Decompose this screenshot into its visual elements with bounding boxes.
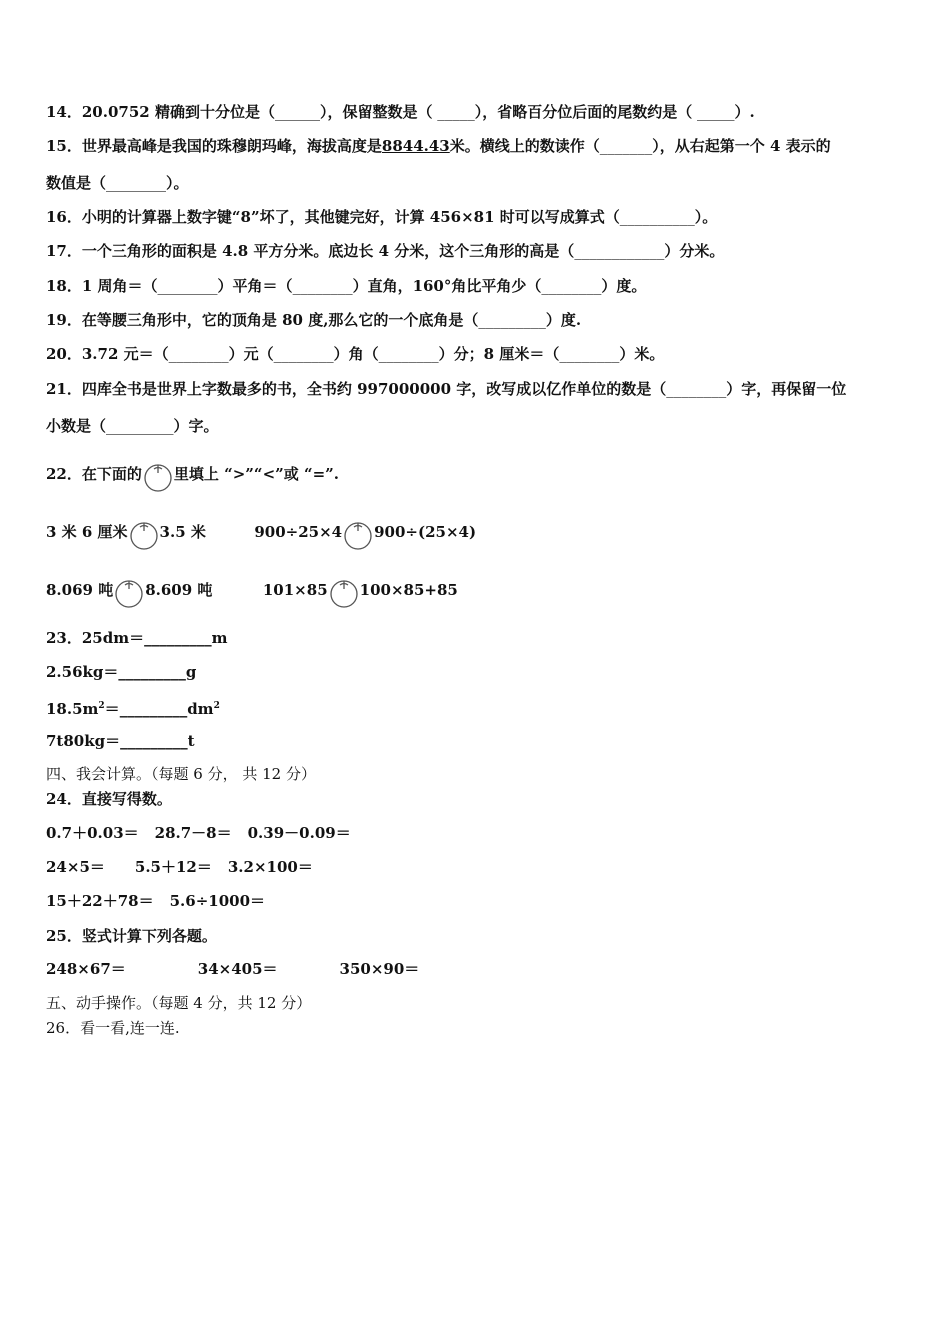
q23-blank-1[interactable]: _________ [144,629,212,647]
q18-blank-2[interactable]: ________ [292,277,353,295]
compare-row-2 [46,572,458,609]
q21-blank-2[interactable]: _________ [106,417,174,435]
q23-blank-2[interactable]: _________ [118,663,186,681]
section-4-heading: 四、我会计算。（每题 6 分， 共 12 分） [46,765,316,783]
q15-blank-1[interactable]: _______ [599,137,653,155]
q20-blank-2[interactable]: ________ [273,345,334,363]
q21-blank-1[interactable]: ________ [666,380,727,398]
q23-number: 23． [46,629,82,647]
q14-blank-3[interactable]: _____ [692,103,735,121]
question-14: 14．20.0752 精确到十分位是（______），保留整数是（ _____），省略百分位后面的尾数约是（ _____）. [46,103,755,121]
q16-blank[interactable]: __________ [619,208,695,226]
q22-number: 22． [46,465,82,483]
question-23-line-4: 7t80kg＝_________t [46,732,195,750]
q14-number: 14． [46,103,82,121]
question-23-line-3: $18.5m^2=\_\_\_\_\_\_\_\_\_dm^2$ [46,700,220,718]
q24-item: 5.6÷1000＝ [169,892,266,910]
q24-item: 5.5＋12＝ [134,858,212,876]
q20-number: 20． [46,345,82,363]
question-21: 21．四库全书是世界上字数最多的书，全书约 997000000 字，改写成以亿作单位的数是（________）字，再保留一位 [46,380,847,398]
compare-2-circle-icon[interactable] [343,515,373,551]
q24-item: 3.2×100＝ [227,858,313,876]
question-21-cont: 小数是（_________）字。 [46,417,219,435]
q24-item: 0.7＋0.03＝ [46,824,139,842]
compare-row-1 [46,514,476,551]
question-20: 20．3.72 元＝（________）元（________）角（________）分；8 厘米＝（________）米。 [46,345,665,363]
q15-blank-2[interactable]: ________ [106,174,167,192]
q24-item: 15＋22＋78＝ [46,892,154,910]
q25-item: 34×405＝ [197,960,278,978]
question-16: 16．小明的计算器上数字键“8”坏了，其他键完好，计算 456×81 时可以写成算式（__________）。 [46,208,718,226]
q21-number: 21． [46,380,82,398]
q18-number: 18． [46,277,82,295]
q14-blank-2[interactable]: _____ [432,103,475,121]
compare-4-right: 100×85+85 [359,581,458,599]
q14-blank-1[interactable]: ______ [274,103,320,121]
compare-2-left: 900÷25×4 [254,523,343,541]
q17-blank[interactable]: ____________ [574,242,665,260]
q24-item: 24×5＝ [46,858,105,876]
q23-blank-3[interactable]: _________ [119,700,188,718]
question-26: 26．看一看,连一连. [46,1019,180,1037]
q18-blank-1[interactable]: ________ [157,277,218,295]
q24-item: 28.7－8＝ [154,824,232,842]
q23-blank-4[interactable]: _________ [120,732,188,750]
question-23-line-2: 2.56kg＝_________g [46,663,197,681]
q20-blank-4[interactable]: ________ [559,345,620,363]
q24-row-1 [46,823,351,843]
q24-row-2 [46,857,313,877]
q24-item: 0.39－0.09＝ [247,824,351,842]
q25-items [46,959,419,979]
question-23: 23．25dm＝_________m [46,629,228,647]
compare-3-left: 8.069 吨 [46,581,114,599]
q25-number: 25． [46,927,82,945]
question-25: 25．竖式计算下列各题。 [46,927,217,945]
q16-number: 16． [46,208,82,226]
question-15-cont: 数值是（________）。 [46,174,189,192]
compare-3-circle-icon[interactable] [114,573,144,609]
q24-number: 24． [46,790,82,808]
question-17: 17．一个三角形的面积是 4.8 平方分米。底边长 4 分米，这个三角形的高是（____________）分米。 [46,242,725,260]
apple-circle-icon [143,457,173,493]
compare-4-circle-icon[interactable] [329,573,359,609]
compare-1-left: 3 米 6 厘米 [46,523,128,541]
question-19: 19．在等腰三角形中，它的顶角是 80 度,那么它的一个底角是（_________）度. [46,311,582,329]
question-18: 18．1 周角＝（________）平角＝（________）直角，160°角比平角少（________）度。 [46,277,647,295]
compare-4-left: 101×85 [262,581,328,599]
question-15: 15．世界最高峰是我国的珠穆朗玛峰，海拔高度是8844.43米。横线上的数读作（_______），从右起第一个 4 表示的 [46,137,831,155]
q20-blank-1[interactable]: ________ [168,345,229,363]
q24-row-3 [46,891,265,911]
question-22: 22．在下面的 里填上 “>”“<”或 “=”. [46,456,339,493]
compare-1-circle-icon[interactable] [129,515,159,551]
q26-number: 26． [46,1019,81,1037]
q19-blank[interactable]: _________ [478,311,546,329]
q19-number: 19． [46,311,82,329]
q18-blank-3[interactable]: ________ [541,277,602,295]
q25-item: 350×90＝ [339,960,420,978]
section-5-heading: 五、动手操作。（每题 4 分，共 12 分） [46,994,312,1012]
question-24: 24．直接写得数。 [46,790,172,808]
q17-number: 17． [46,242,82,260]
q15-number: 15． [46,137,82,155]
compare-3-right: 8.609 吨 [145,581,213,599]
q25-item: 248×67＝ [46,960,126,978]
compare-2-right: 900÷(25×4) [374,523,477,541]
q20-blank-3[interactable]: ________ [378,345,439,363]
compare-1-right: 3.5 米 [159,523,206,541]
q15-height-value: 8844.43 [381,137,450,155]
